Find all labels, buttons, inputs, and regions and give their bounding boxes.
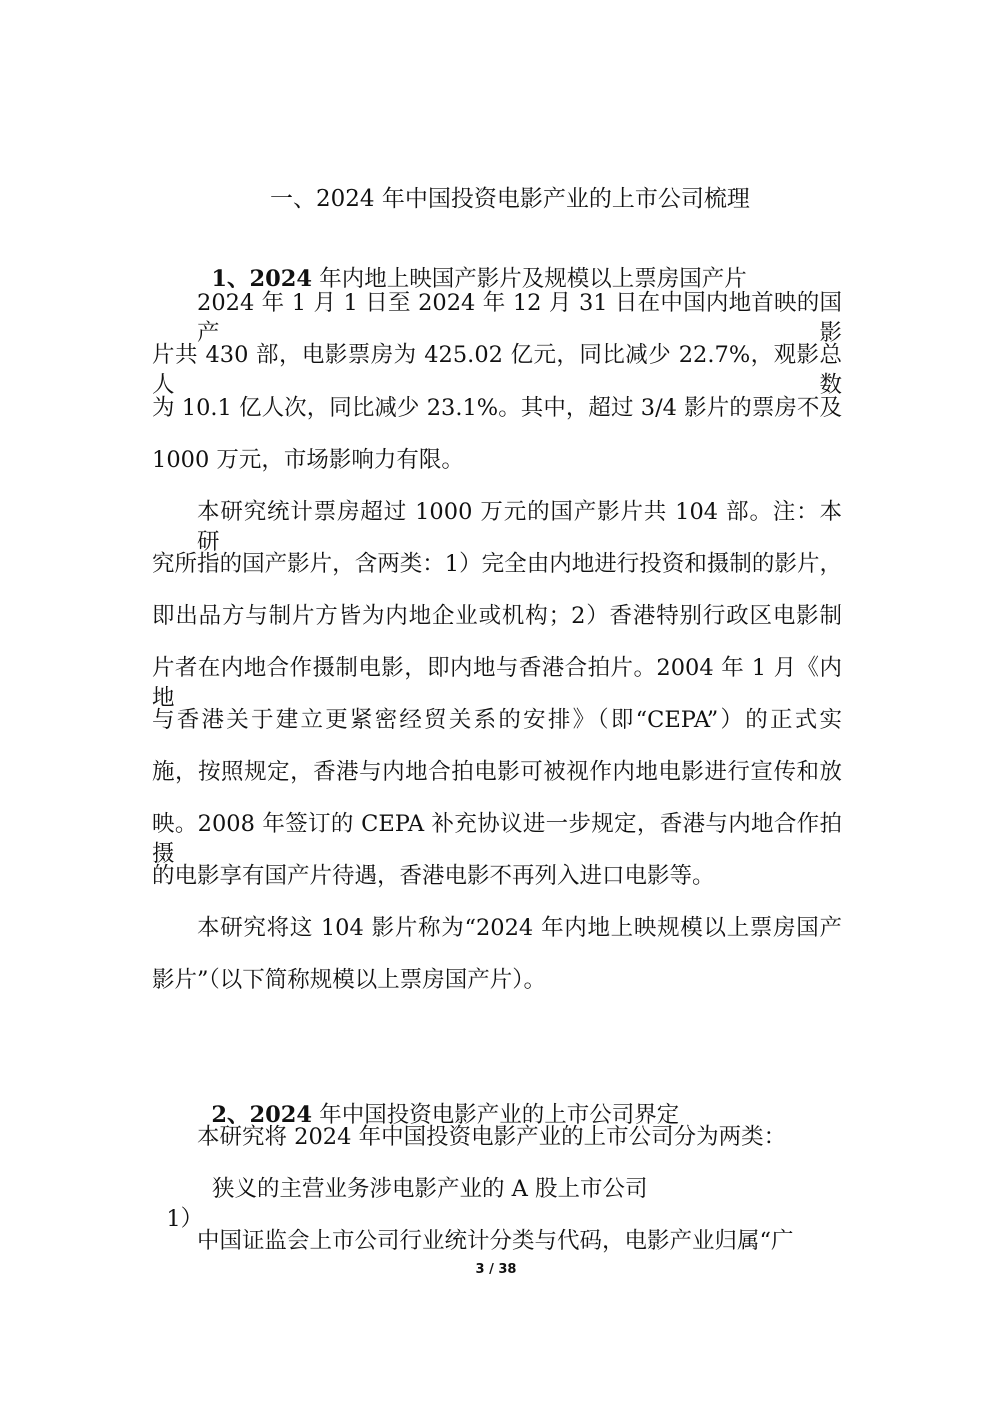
paragraph-line: 1000 万元，市场影响力有限。 [152,447,464,473]
section2-number: 2、2024 [211,1102,313,1128]
paragraph-line: 为 10.1 亿人次，同比减少 23.1%。其中，超过 3/4 影片的票房不及 [152,395,842,421]
paragraph-line: 本研究统计票房超过 1000 万元的国产影片共 104 部。注：本研 [197,499,842,555]
section1-heading-text: 年内地上映国产影片及规模以上票房国产片 [312,266,747,292]
paragraph-line: 本研究将 2024 年中国投资电影产业的上市公司分为两类： [197,1124,787,1150]
paragraph-line: 2024 年 1 月 1 日至 2024 年 12 月 31 日在中国内地首映的国产影 [197,290,842,346]
paragraph-line: 与香港关于建立更紧密经贸关系的安排》（即“CEPA”）的正式实 [152,707,842,733]
section1-heading [197,234,747,294]
paragraph-line: 施，按照规定，香港与内地合拍电影可被视作内地电影进行宣传和放 [152,759,842,785]
list-item-text: 狭义的主营业务涉电影产业的 A 股上市公司 [212,1176,648,1202]
section2-heading-text: 年中国投资电影产业的上市公司界定 [312,1102,680,1128]
page-number: 3 / 38 [475,1262,517,1277]
paragraph-line: 究所指的国产影片，含两类：1）完全由内地进行投资和摄制的影片， [152,551,842,577]
paragraph-line: 的电影享有国产片待遇，香港电影不再列入进口电影等。 [152,863,715,889]
list-item-number: 1） [166,1206,204,1232]
page-title: 一、2024 年中国投资电影产业的上市公司梳理 [270,186,750,212]
section2-heading [197,1070,679,1130]
list-item [152,1174,203,1234]
section1-number: 1、2024 [211,266,313,292]
paragraph-line: 本研究将这 104 影片称为“2024 年内地上映规模以上票房国产 [197,915,842,941]
paragraph-line: 映。2008 年签订的 CEPA 补充协议进一步规定，香港与内地合作拍摄 [152,811,842,867]
paragraph-line: 即出品方与制片方皆为内地企业或机构；2）香港特别行政区电影制 [152,603,842,629]
paragraph-line: 中国证监会上市公司行业统计分类与代码，电影产业归属“广 [197,1228,794,1254]
paragraph-line: 片者在内地合作摄制电影，即内地与香港合拍片。2004 年 1 月《内地 [152,655,842,711]
paragraph-line: 片共 430 部，电影票房为 425.02 亿元，同比减少 22.7%，观影总人数 [152,342,842,398]
paragraph-line: 影片”（以下简称规模以上票房国产片）。 [152,967,547,993]
